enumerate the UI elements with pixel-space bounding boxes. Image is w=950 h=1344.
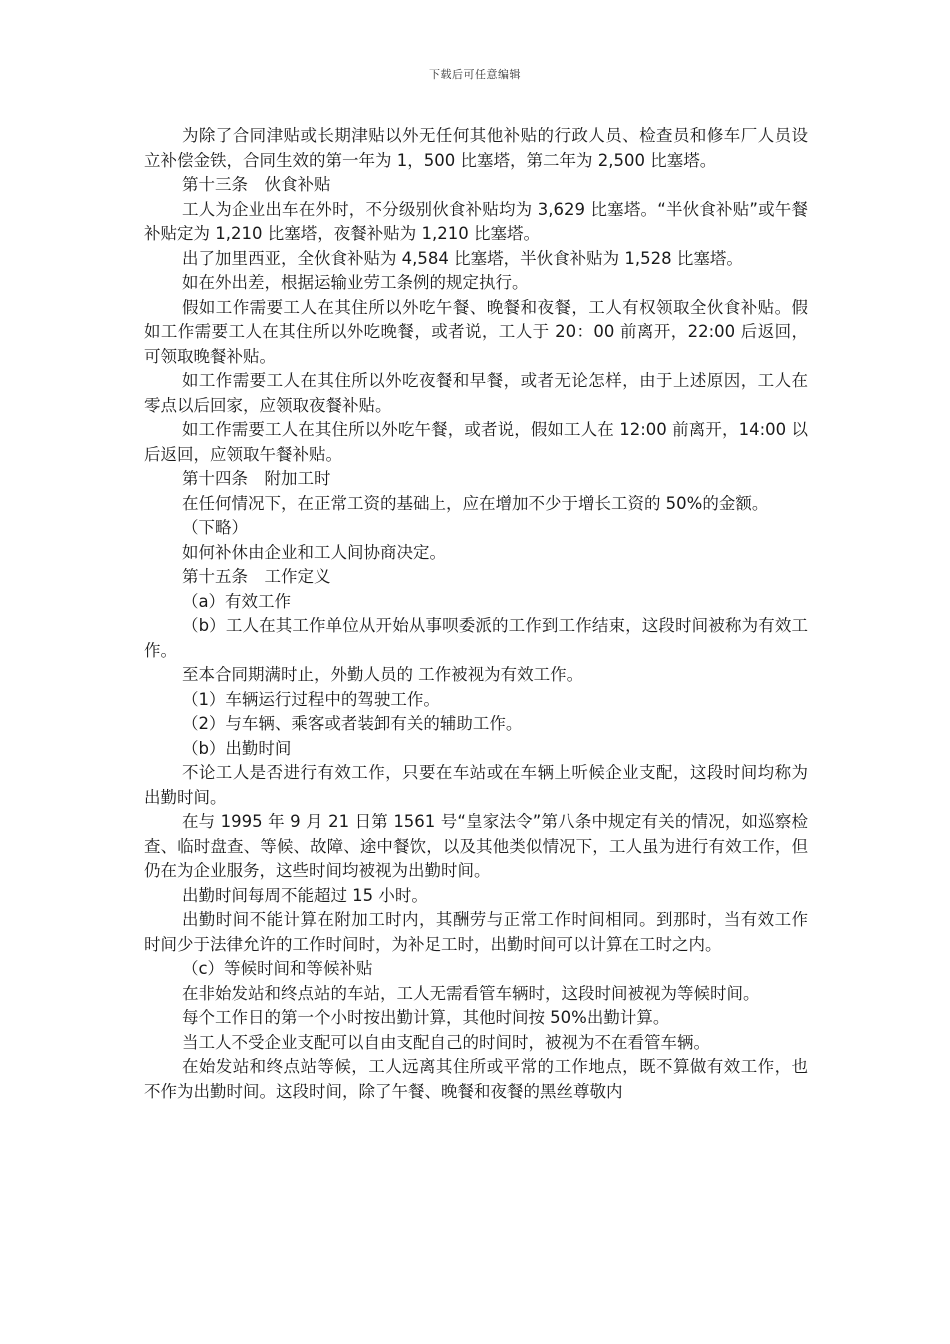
section-heading: 第十四条 附加工时 [181, 469, 331, 488]
subsection-heading: （c）等候时间和等候补贴 [181, 959, 373, 978]
paragraph: （b）工人在其工作单位从开始从事呗委派的工作到工作结束，这段时间被称为有效工作。 [144, 616, 808, 660]
paragraph: 出了加里西亚，全伙食补贴为 4,584 比塞塔，半伙食补贴为 1,528 比塞塔。 [181, 248, 743, 268]
paragraph: 当工人不受企业支配可以自由支配自己的时间时，被视为不在看管车辆。 [181, 1032, 710, 1052]
paragraph: 如何补休由企业和工人间协商决定。 [181, 542, 446, 562]
paragraph: 出勤时间每周不能超过 15 小时。 [181, 885, 428, 905]
paragraph: 为除了合同津贴或长期津贴以外无任何其他补贴的行政人员、检查员和修车厂人员设立补偿金铁，合同生效的第一年为 1，500 比塞塔，第二年为 2,500 比塞塔。 [144, 126, 808, 170]
document-body [144, 124, 808, 1104]
paragraph: 如在外出差，根据运输业劳工条例的规定执行。 [181, 273, 529, 292]
paragraph: 在与 1995 年 9 月 21 日第 1561 号“皇家法令”第八条中规定有关的情况，如巡察检查、临时盘查、等候、故障、途中餐饮，以及其他类似情况下，工人虽为进行有效工作，但仍在为企业服务，这些时间均被视为出勤时间。 [144, 812, 808, 880]
paragraph: 在非始发站和终点站的车站，工人无需看管车辆时，这段时间被视为等候时间。 [181, 983, 760, 1003]
section-heading: 第十五条 工作定义 [181, 567, 331, 586]
paragraph: 如工作需要工人在其住所以外吃夜餐和早餐，或者无论怎样，由于上述原因，工人在零点以后回家，应领取夜餐补贴。 [144, 371, 808, 415]
paragraph: 不论工人是否进行有效工作，只要在车站或在车辆上听候企业支配，这段时间均称为出勤时间。 [144, 763, 808, 807]
paragraph: 出勤时间不能计算在附加工时内，其酬劳与正常工作时间相同。到那时，当有效工作时间少于法律允许的工作时间时，为补足工时，出勤时间可以计算在工时之内。 [144, 910, 808, 954]
subsection-heading: （b）出勤时间 [181, 738, 292, 758]
paragraph: 假如工作需要工人在其住所以外吃午餐、晚餐和夜餐，工人有权领取全伙食补贴。假如工作需要工人在其住所以外吃晚餐，或者说，工人于 20：00 前离开，22:00 后返回，可领取晚餐补贴。 [144, 297, 808, 366]
paragraph: 每个工作日的第一个小时按出勤计算，其他时间按 50%出勤计算。 [181, 1008, 670, 1027]
list-item: （2）与车辆、乘客或者装卸有关的辅助工作。 [181, 714, 523, 733]
paragraph: 工人为企业出车在外时，不分级别伙食补贴均为 3,629 比塞塔。“半伙食补贴”或午餐补贴定为 1,210 比塞塔，夜餐补贴为 1,210 比塞塔。 [144, 199, 808, 243]
paragraph: 至本合同期满时止，外勤人员的 工作被视为有效工作。 [181, 665, 584, 684]
paragraph: （下略） [181, 518, 248, 537]
paragraph: 如工作需要工人在其住所以外吃午餐，或者说，假如工人在 12:00 前离开，14:00 以后返回，应领取午餐补贴。 [144, 420, 808, 464]
paragraph: 在始发站和终点站等候，工人远离其住所或平常的工作地点，既不算做有效工作，也不作为出勤时间。这段时间，除了午餐、晚餐和夜餐的黑丝尊敬内 [144, 1057, 808, 1101]
page-header: 下载后可任意编辑 [429, 68, 521, 81]
paragraph: 在任何情况下，在正常工资的基础上，应在增加不少于增长工资的 50%的金额。 [181, 493, 769, 513]
section-heading: 第十三条 伙食补贴 [181, 175, 331, 194]
subsection-heading: （a）有效工作 [181, 591, 292, 611]
list-item: （1）车辆运行过程中的驾驶工作。 [181, 689, 440, 709]
